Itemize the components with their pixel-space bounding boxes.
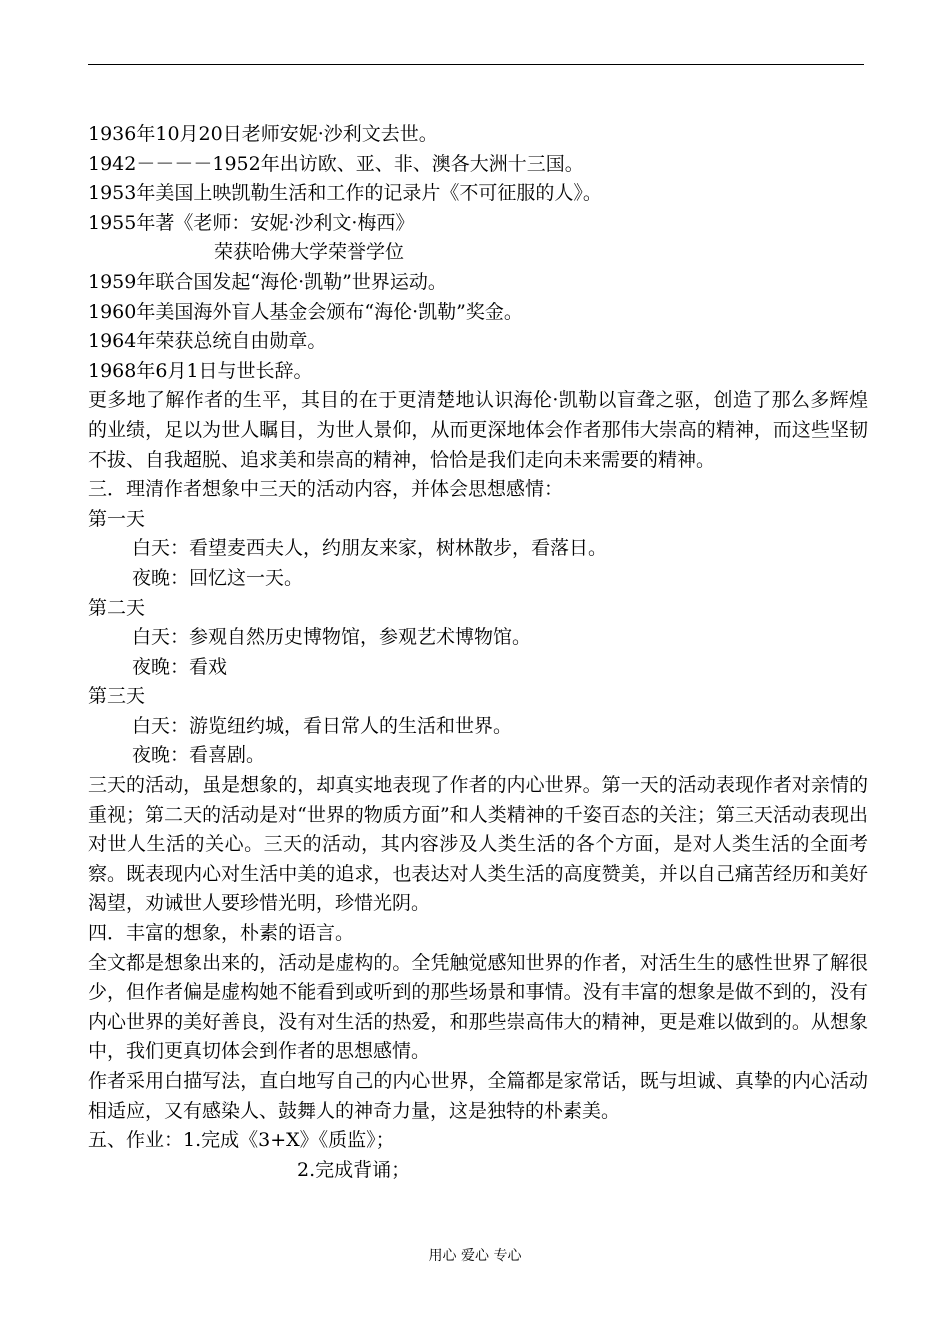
page-footer: 用心 爱心 专心 [428,1248,522,1264]
day-daytime: 白天：参观自然历史博物馆，参观艺术博物馆。 [132,626,532,649]
timeline-item: 1964年荣获总统自由勋章。 [88,330,327,353]
timeline-item: 1942－－－－1952年出访欧、亚、非、澳各大洲十三国。 [88,152,584,175]
timeline-item: 1968年6月1日与世长辞。 [88,359,313,382]
homework-line: 五、作业：1.完成《3+X》《质监》； [88,1129,395,1152]
summary-paragraph: 更多地了解作者的生平，其目的在于更清楚地认识海伦·凯勒以盲聋之驱，创造了那么多辉煌的业绩，足以为世人瞩目，为世人景仰，从而更深地体会作者那伟大崇高的精神，而这些坚韧不拔、自我超脱、追求美和崇高的精神，恰恰是我们走向未来需要的精神。 [88,389,868,471]
timeline-item: 1936年10月20日老师安妮·沙利文去世。 [88,123,438,145]
body-paragraph: 作者采用白描写法，直白地写自己的内心世界，全篇都是家常话，既与坦诚、真挚的内心活动相适应，又有感染人、鼓舞人的神奇力量，这是独特的朴素美。 [88,1070,868,1122]
section-heading: 三．理清作者想象中三天的活动内容，并体会思想感情： [88,478,564,501]
header-rule [88,64,864,65]
body-paragraph: 全文都是想象出来的，活动是虚构的。全凭触觉感知世界的作者，对活生生的感性世界了解很少，但作者偏是虚构她不能看到或听到的那些场景和事情。没有丰富的想象是做不到的，没有内心世界的美好善良，没有对生活的热爱，和那些崇高伟大的精神，更是难以做到的。从想象中，我们更真切体会到作者的思想感情。 [88,951,868,1063]
homework-line: 2.完成背诵； [297,1158,411,1181]
day-night: 夜晚：看喜剧。 [132,744,266,767]
day-night: 夜晚：回忆这一天。 [132,566,304,589]
day-title: 第二天 [88,596,146,619]
day-title: 第一天 [88,507,146,530]
timeline-item: 荣获哈佛大学荣誉学位 [214,241,405,264]
document-body [88,120,868,1185]
timeline-item: 1953年美国上映凯勒生活和工作的记录片《不可征服的人》。 [88,182,602,205]
timeline-item: 1955年著《老师：安妮·沙利文·梅西》 [88,211,415,234]
analysis-paragraph: 三天的活动，虽是想象的，却真实地表现了作者的内心世界。第一天的活动表现作者对亲情的重视；第二天的活动是对“世界的物质方面”和人类精神的千姿百态的关注；第三天活动表现出对世人生活的关心。三天的活动，其内容涉及人类生活的各个方面，是对人类生活的全面考察。既表现内心对生活中美的追求，也表达对人类生活的高度赞美，并以自己痛苦经历和美好渴望，劝诫世人要珍惜光明，珍惜光阴。 [88,774,868,915]
day-daytime: 白天：游览纽约城，看日常人的生活和世界。 [132,714,513,737]
timeline-item: 1960年美国海外盲人基金会颁布“海伦·凯勒”奖金。 [88,300,523,323]
day-night: 夜晚：看戏 [132,655,228,678]
timeline-item: 1959年联合国发起“海伦·凯勒”世界运动。 [88,270,447,293]
day-daytime: 白天：看望麦西夫人，约朋友来家，树林散步，看落日。 [132,537,608,560]
section-heading: 四．丰富的想象，朴素的语言。 [88,922,355,945]
day-title: 第三天 [88,685,146,708]
